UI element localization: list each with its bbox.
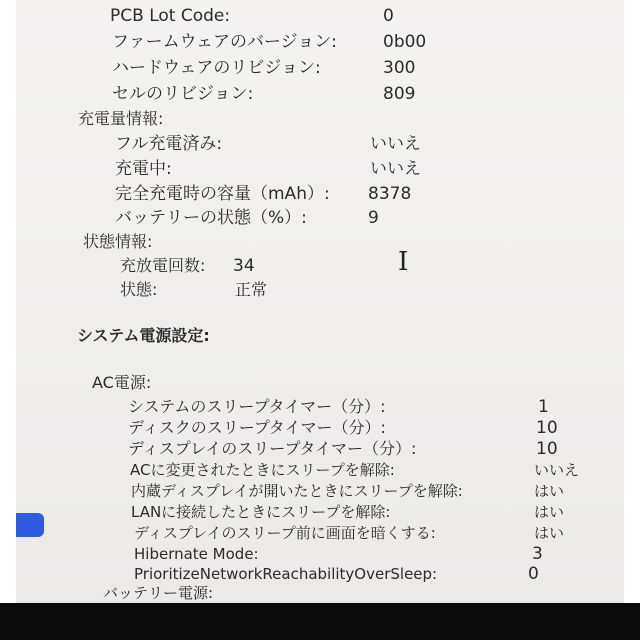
state-of-charge-label: バッテリーの状態（%）: bbox=[115, 208, 307, 228]
firmware-version-label: ファームウェアのバージョン: bbox=[112, 32, 338, 52]
charging-label: 充電中: bbox=[115, 159, 172, 179]
photo-margin-right bbox=[624, 0, 640, 603]
ac-item-value: 10 bbox=[536, 439, 558, 459]
screen-bezel bbox=[0, 603, 640, 640]
ac-item-label: ディスクのスリープタイマー（分）: bbox=[128, 418, 386, 437]
pcb-lot-code-value: 0 bbox=[383, 6, 394, 26]
hardware-revision-label: ハードウェアのリビジョン: bbox=[112, 58, 321, 78]
ac-item-label: ディスプレイのスリープ前に画面を暗くする: bbox=[134, 524, 436, 542]
power-settings-heading: システム電源設定: bbox=[77, 326, 210, 345]
ac-item-label: ディスプレイのスリープタイマー（分）: bbox=[128, 439, 417, 458]
firmware-version-value: 0b00 bbox=[383, 32, 427, 52]
text-cursor-icon: I bbox=[398, 247, 409, 277]
pcb-lot-code-label: PCB Lot Code: bbox=[110, 6, 231, 26]
cell-revision-value: 809 bbox=[383, 84, 416, 104]
fully-charged-value: いいえ bbox=[370, 134, 421, 154]
ac-power-heading: AC電源: bbox=[92, 373, 152, 392]
fully-charged-label: フル充電済み: bbox=[115, 134, 223, 154]
cell-revision-label: セルのリビジョン: bbox=[112, 84, 254, 104]
charging-value: いいえ bbox=[370, 159, 421, 179]
ac-item-value: 0 bbox=[528, 564, 539, 584]
ac-item-value: いいえ bbox=[534, 461, 580, 479]
condition-value: 正常 bbox=[235, 280, 268, 299]
blue-tab-button[interactable] bbox=[16, 513, 44, 537]
state-of-charge-value: 9 bbox=[368, 208, 379, 228]
full-charge-capacity-value: 8378 bbox=[368, 184, 412, 204]
battery-power-heading: バッテリー電源: bbox=[103, 584, 214, 602]
ac-item-label: Hibernate Mode: bbox=[134, 545, 259, 563]
ac-item-label: システムのスリープタイマー（分）: bbox=[128, 397, 386, 416]
hardware-revision-value: 300 bbox=[383, 58, 416, 78]
cycle-count-label: 充放電回数: bbox=[120, 256, 206, 275]
photo-margin-left bbox=[0, 0, 16, 603]
ac-item-value: はい bbox=[534, 524, 565, 542]
condition-label: 状態: bbox=[120, 280, 158, 299]
ac-item-value: はい bbox=[534, 503, 565, 521]
ac-item-label: LANに接続したときにスリープを解除: bbox=[131, 503, 391, 521]
ac-item-label: PrioritizeNetworkReachabilityOverSleep: bbox=[134, 565, 438, 583]
ac-item-value: 10 bbox=[536, 418, 558, 438]
ac-item-value: 1 bbox=[538, 397, 549, 417]
ac-item-value: はい bbox=[534, 482, 565, 500]
health-info-heading: 状態情報: bbox=[83, 232, 153, 251]
ac-item-label: ACに変更されたときにスリープを解除: bbox=[130, 461, 395, 479]
cycle-count-value: 34 bbox=[233, 256, 255, 276]
ac-item-value: 3 bbox=[532, 544, 543, 564]
full-charge-capacity-label: 完全充電時の容量（mAh）: bbox=[115, 184, 330, 204]
charge-info-heading: 充電量情報: bbox=[78, 109, 164, 128]
ac-item-label: 内蔵ディスプレイが開いたときにスリープを解除: bbox=[131, 482, 463, 500]
